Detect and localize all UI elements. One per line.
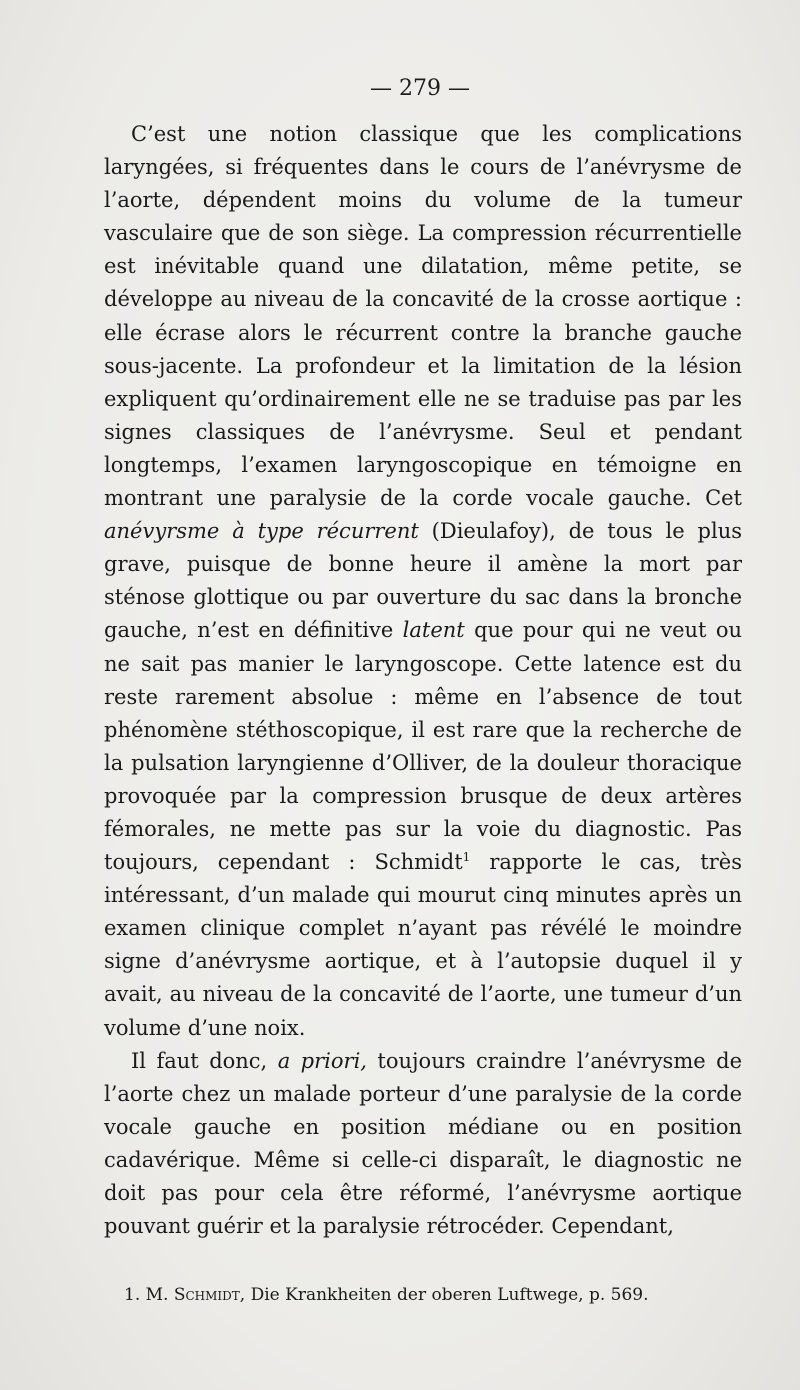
footnote — [124, 1285, 764, 1305]
footnote-author: Schmidt — [173, 1285, 240, 1305]
paragraph-2-italic-a-priori: a priori, — [277, 1048, 367, 1073]
paragraph-2-text-a: Il faut donc, — [131, 1048, 278, 1073]
paragraph-1-text-c: que pour qui ne veut ou ne sait pas manier le laryngoscope. Cette latence est du reste rarement absolue : même en l’absence de tout phénomène stéthoscopique, il est rare que la recherche de la pulsation laryngienne d’Olliver, de la douleur thoracique provoquée par la compression brusque de deux artères fémorales, ne mette pas sur la voie du diagnostic. Pas toujours, cependant : Schmidt — [104, 618, 742, 875]
paragraph-1-text-d: rapporte le cas, très intéressant, d’un malade qui mourut cinq minutes après un examen clinique complet n’ayant pas révélé le moindre signe d’anévrysme aortique, et à l’autopsie duquel il y avait, au niveau de la concavité de l’aorte, une tumeur d’un volume d’une noix. — [104, 850, 742, 1040]
footnote-reference: 1 — [462, 850, 471, 865]
paragraph-1-text-b: (Dieulafoy), de tous le plus grave, puisque de bonne heure il amène la mort par sténose glottique ou par ouverture du sac dans la bronche gauche, n’est en définitive — [104, 519, 742, 643]
paragraph-1-italic-term: anévyrsme à type récurrent — [104, 519, 419, 544]
footnote-number: 1. M. — [124, 1285, 169, 1305]
paragraph-1 — [104, 118, 742, 1045]
paragraph-2 — [104, 1045, 742, 1244]
page-number: — 279 — — [370, 76, 470, 101]
footnote-text: , Die Krankheiten der oberen Luftwege, p. 569. — [239, 1285, 649, 1305]
paragraph-1-text-a: C’est une notion classique que les complications laryngées, si fréquentes dans le cours de l’anévrysme de l’aorte, dépendent moins du volume de la tumeur vasculaire que de son siège. La compression récurrentielle est inévitable quand une dilatation, même petite, se développe au niveau de la concavité de la crosse aortique : elle écrase alors le récurrent contre la branche gauche sous-jacente. La profondeur et la limitation de la lésion expliquent qu’ordinairement elle ne se traduise pas par les signes classiques de l’anévrysme. Seul et pendant longtemps, l’examen laryngoscopique en témoigne en montrant une paralysie de la corde vocale gauche. Cet — [104, 122, 742, 511]
paragraph-2-text-b: toujours craindre l’anévrysme de l’aorte chez un malade porteur d’une paralysie de la corde vocale gauche en position médiane ou en position cadavérique. Même si celle-ci disparaît, le diagnostic ne doit pas pour cela être réformé, l’anévrysme aortique pouvant guérir et la paralysie rétrocéder. Cependant, — [104, 1048, 743, 1239]
body-text — [104, 118, 742, 1243]
paragraph-1-italic-latent: latent — [402, 618, 465, 643]
